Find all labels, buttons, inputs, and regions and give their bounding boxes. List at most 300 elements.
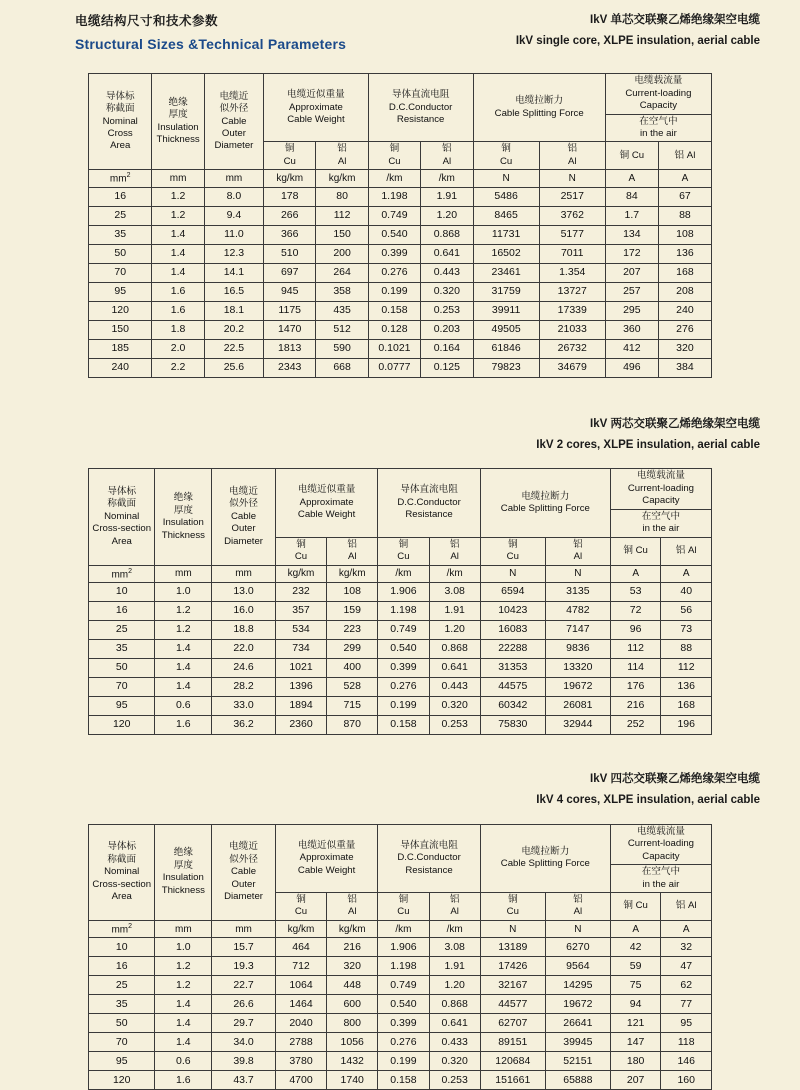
col-current-capacity: 电缆载流量 Current-loading Capacity (605, 74, 711, 114)
table-cell: 10 (89, 938, 155, 957)
table-row (89, 602, 712, 621)
table-cell: 13727 (539, 282, 605, 301)
table-cell: 0.128 (368, 320, 420, 339)
table-cell: 240 (658, 301, 711, 320)
table-cell: 50 (89, 659, 155, 678)
col-cable-weight: 电缆近似重量 Approximate Cable Weight (264, 74, 369, 142)
table-cell: 168 (661, 697, 712, 716)
table-cell: 366 (264, 225, 316, 244)
table-cell: 360 (605, 320, 658, 339)
unit-weight-cu: kg/km (275, 565, 326, 582)
table-cell: 160 (661, 1071, 712, 1090)
table-cell: 33.0 (212, 697, 276, 716)
table-cell: 18.8 (212, 621, 276, 640)
table-cell: 600 (327, 995, 378, 1014)
unit-thickness: mm (152, 170, 204, 187)
col-capacity-al: 铝 Al (658, 142, 711, 170)
table-cell: 112 (661, 659, 712, 678)
table-cell: 180 (610, 1052, 661, 1071)
table-cell: 7011 (539, 244, 605, 263)
table-cell: 0.253 (429, 716, 480, 735)
unit-thickness: mm (155, 565, 212, 582)
col-weight-cu: 铜 Cu (275, 537, 326, 565)
table-cell: 26641 (545, 1014, 610, 1033)
table-cell: 12.3 (204, 244, 263, 263)
col-capacity-cu: 铜 Cu (610, 537, 661, 565)
table-cell: 6270 (545, 938, 610, 957)
table-cell: 668 (316, 358, 368, 377)
table-cell: 62707 (480, 1014, 545, 1033)
col-weight-cu: 铜 Cu (275, 892, 326, 920)
table-cell: 257 (605, 282, 658, 301)
table-cell: 16.5 (204, 282, 263, 301)
table-cell: 4782 (545, 602, 610, 621)
table-cell: 168 (658, 263, 711, 282)
table-cell: 118 (661, 1033, 712, 1052)
table-cell: 0.199 (378, 697, 429, 716)
unit-force-al: N (545, 920, 610, 937)
table-cell: 800 (327, 1014, 378, 1033)
table-cell: 19.3 (212, 957, 276, 976)
table-cell: 1.198 (378, 957, 429, 976)
col-resistance-al: 铝 Al (429, 892, 480, 920)
table-body-1 (89, 187, 712, 377)
table-cell: 172 (605, 244, 658, 263)
table-cell: 22.5 (204, 339, 263, 358)
unit-resistance-cu: /km (378, 920, 429, 937)
table-cell: 52151 (545, 1052, 610, 1071)
table-cell: 870 (327, 716, 378, 735)
spec-table-3 (88, 824, 712, 1090)
table-cell: 42 (610, 938, 661, 957)
col-capacity-al: 铝 Al (661, 892, 712, 920)
table-cell: 31759 (473, 282, 539, 301)
table-cell: 47 (661, 957, 712, 976)
table-cell: 146 (661, 1052, 712, 1071)
table-cell: 24.6 (212, 659, 276, 678)
table-cell: 16 (89, 187, 152, 206)
table-cell: 120 (89, 716, 155, 735)
table-cell: 94 (610, 995, 661, 1014)
table-cell: 464 (275, 938, 326, 957)
table-cell: 80 (316, 187, 368, 206)
table-cell: 9564 (545, 957, 610, 976)
table-cell: 8.0 (204, 187, 263, 206)
unit-weight-cu: kg/km (275, 920, 326, 937)
unit-resistance-al: /km (421, 170, 473, 187)
col-capacity-al: 铝 Al (661, 537, 712, 565)
table-cell: 0.443 (429, 678, 480, 697)
table-cell: 35 (89, 995, 155, 1014)
table-cell: 1.6 (152, 282, 204, 301)
table-cell: 1464 (275, 995, 326, 1014)
unit-resistance-al: /km (429, 920, 480, 937)
table-cell: 0.0777 (368, 358, 420, 377)
table-cell: 35 (89, 225, 152, 244)
table-cell: 73 (661, 621, 712, 640)
col-weight-al: 铝 Al (316, 142, 368, 170)
table-row (89, 339, 712, 358)
table-cell: 412 (605, 339, 658, 358)
table-cell: 1.2 (155, 602, 212, 621)
table-body-2 (89, 583, 712, 735)
table-cell: 17339 (539, 301, 605, 320)
table-cell: 25 (89, 206, 152, 225)
table-cell: 79823 (473, 358, 539, 377)
unit-capacity-al: A (658, 170, 711, 187)
table-cell: 44577 (480, 995, 545, 1014)
table-cell: 40 (661, 583, 712, 602)
col-splitting-force: 电缆拉断力 Cable Splitting Force (480, 469, 610, 537)
table-cell: 0.6 (155, 1052, 212, 1071)
table-cell: 11731 (473, 225, 539, 244)
table-cell: 1.4 (155, 678, 212, 697)
table-cell: 252 (610, 716, 661, 735)
table-row (89, 957, 712, 976)
table-cell: 6594 (480, 583, 545, 602)
table-cell: 60342 (480, 697, 545, 716)
table-cell: 0.320 (429, 1052, 480, 1071)
table-row (89, 282, 712, 301)
col-outer-diameter: 电缆近 似外径 Cable Outer Diameter (212, 469, 276, 565)
table-cell: 2788 (275, 1033, 326, 1052)
table-cell: 10 (89, 583, 155, 602)
table-cell: 50 (89, 1014, 155, 1033)
table-cell: 1.2 (152, 206, 204, 225)
table-cell: 32 (661, 938, 712, 957)
table-cell: 0.199 (378, 1052, 429, 1071)
spec-table-section-2 (30, 468, 770, 735)
table-cell: 32944 (545, 716, 610, 735)
col-weight-al: 铝 Al (327, 892, 378, 920)
table-cell: 3.08 (429, 583, 480, 602)
table-cell: 7147 (545, 621, 610, 640)
table-cell: 1175 (264, 301, 316, 320)
table-cell: 0.641 (429, 1014, 480, 1033)
table-cell: 0.868 (429, 995, 480, 1014)
table-cell: 25.6 (204, 358, 263, 377)
table-cell: 1056 (327, 1033, 378, 1052)
table-cell: 358 (316, 282, 368, 301)
table-cell: 1813 (264, 339, 316, 358)
table-cell: 151661 (480, 1071, 545, 1090)
table-cell: 22288 (480, 640, 545, 659)
table-cell: 207 (605, 263, 658, 282)
table-cell: 0.158 (378, 1071, 429, 1090)
table-cell: 34679 (539, 358, 605, 377)
table-cell: 16083 (480, 621, 545, 640)
table-row (89, 244, 712, 263)
table-cell: 19672 (545, 678, 610, 697)
col-force-al: 铝 Al (545, 892, 610, 920)
table-cell: 75 (610, 976, 661, 995)
col-force-cu: 铜 Cu (480, 537, 545, 565)
table-cell: 0.164 (421, 339, 473, 358)
col-splitting-force: 电缆拉断力 Cable Splitting Force (480, 824, 610, 892)
table-cell: 1.6 (152, 301, 204, 320)
table-cell: 39911 (473, 301, 539, 320)
unit-capacity-al: A (661, 565, 712, 582)
table-cell: 178 (264, 187, 316, 206)
unit-thickness: mm (155, 920, 212, 937)
table-cell: 1.6 (155, 1071, 212, 1090)
table-cell: 95 (89, 1052, 155, 1071)
col-current-capacity: 电缆载流量 Current-loading Capacity (610, 469, 711, 509)
units-row (89, 565, 712, 582)
table-cell: 0.749 (378, 621, 429, 640)
table-cell: 2343 (264, 358, 316, 377)
table-cell: 1.20 (429, 976, 480, 995)
table-row (89, 1071, 712, 1090)
table-cell: 207 (610, 1071, 661, 1090)
table-cell: 10423 (480, 602, 545, 621)
unit-capacity-al: A (661, 920, 712, 937)
table-cell: 1.4 (155, 1033, 212, 1052)
table-row (89, 938, 712, 957)
table-cell: 26.6 (212, 995, 276, 1014)
document-header (30, 12, 770, 55)
table-cell: 34.0 (212, 1033, 276, 1052)
table-cell: 4700 (275, 1071, 326, 1090)
table-cell: 96 (610, 621, 661, 640)
table-cell: 1.2 (155, 976, 212, 995)
table-cell: 715 (327, 697, 378, 716)
table-cell: 14.1 (204, 263, 263, 282)
table-cell: 1.0 (155, 583, 212, 602)
header-right (516, 12, 760, 51)
col-force-cu: 铜 Cu (480, 892, 545, 920)
table-cell: 1.198 (368, 187, 420, 206)
table-cell: 1.4 (152, 244, 204, 263)
col-resistance-cu: 铜 Cu (378, 892, 429, 920)
table-cell: 1.91 (429, 957, 480, 976)
unit-force-cu: N (480, 920, 545, 937)
unit-weight-al: kg/km (327, 920, 378, 937)
col-force-al: 铝 Al (545, 537, 610, 565)
table-cell: 35 (89, 640, 155, 659)
table-cell: 50 (89, 244, 152, 263)
table-row (89, 1052, 712, 1071)
table-cell: 185 (89, 339, 152, 358)
table-cell: 528 (327, 678, 378, 697)
table-cell: 448 (327, 976, 378, 995)
table-cell: 0.320 (421, 282, 473, 301)
table-cell: 176 (610, 678, 661, 697)
table-cell: 43.7 (212, 1071, 276, 1090)
table-row (89, 1014, 712, 1033)
table-cell: 39945 (545, 1033, 610, 1052)
table-cell: 0.540 (378, 995, 429, 1014)
table-cell: 0.641 (429, 659, 480, 678)
unit-resistance-cu: /km (378, 565, 429, 582)
unit-weight-cu: kg/km (264, 170, 316, 187)
table-cell: 2.0 (152, 339, 204, 358)
table-cell: 36.2 (212, 716, 276, 735)
table-cell: 1.4 (155, 1014, 212, 1033)
section-caption-3: IkV 四芯交联聚乙烯绝缘架空电缆 IkV 4 cores, XLPE insulation, aerial cable (536, 773, 760, 807)
table-cell: 2.2 (152, 358, 204, 377)
table-cell: 0.749 (368, 206, 420, 225)
table-cell: 0.1021 (368, 339, 420, 358)
table-cell: 1.4 (152, 225, 204, 244)
table-cell: 112 (610, 640, 661, 659)
table-cell: 108 (658, 225, 711, 244)
col-nominal-area: 导体标 称截面 Nominal Cross-section Area (89, 824, 155, 920)
table-cell: 1.8 (152, 320, 204, 339)
table-cell: 299 (327, 640, 378, 659)
col-current-capacity: 电缆载流量 Current-loading Capacity (610, 824, 711, 864)
col-nominal-area: 导体标 称截面 Nominal Cross-section Area (89, 469, 155, 565)
table-cell: 62 (661, 976, 712, 995)
table-cell: 120 (89, 1071, 155, 1090)
col-dc-resistance: 导体直流电阻 D.C.Conductor Resistance (368, 74, 473, 142)
table-cell: 1.4 (155, 640, 212, 659)
table-cell: 16502 (473, 244, 539, 263)
unit-force-cu: N (480, 565, 545, 582)
unit-area: $mm^2$ (89, 170, 152, 187)
table-cell: 697 (264, 263, 316, 282)
table-cell: 120 (89, 301, 152, 320)
table-cell: 88 (661, 640, 712, 659)
table-cell: 590 (316, 339, 368, 358)
table-cell: 2360 (275, 716, 326, 735)
table-cell: 95 (89, 282, 152, 301)
table-cell: 59 (610, 957, 661, 976)
unit-resistance-al: /km (429, 565, 480, 582)
col-outer-diameter: 电缆近 似外径 Cable Outer Diameter (212, 824, 276, 920)
table-cell: 534 (275, 621, 326, 640)
table-cell: 3762 (539, 206, 605, 225)
table-cell: 84 (605, 187, 658, 206)
table-row (89, 659, 712, 678)
table-cell: 53 (610, 583, 661, 602)
table-cell: 1.4 (155, 659, 212, 678)
table-cell: 0.276 (368, 263, 420, 282)
table-cell: 67 (658, 187, 711, 206)
table-cell: 1.91 (429, 602, 480, 621)
table-cell: 1.2 (152, 187, 204, 206)
table-cell: 0.399 (378, 1014, 429, 1033)
table-cell: 0.641 (421, 244, 473, 263)
table-cell: 15.7 (212, 938, 276, 957)
table-cell: 1064 (275, 976, 326, 995)
table-cell: 25 (89, 621, 155, 640)
table-cell: 0.125 (421, 358, 473, 377)
table-cell: 1.6 (155, 716, 212, 735)
table-cell: 1.2 (155, 957, 212, 976)
col-dc-resistance: 导体直流电阻 D.C.Conductor Resistance (378, 824, 480, 892)
table-cell: 72 (610, 602, 661, 621)
table-cell: 108 (327, 583, 378, 602)
header-subtitle-en: IkV single core, XLPE insulation, aerial cable (515, 35, 760, 48)
table-cell: 88 (658, 206, 711, 225)
table-cell: 1.0 (155, 938, 212, 957)
spec-table-section-3 (30, 824, 770, 1090)
table-cell: 70 (89, 263, 152, 282)
unit-area: $mm^2$ (89, 920, 155, 937)
table-cell: 0.320 (429, 697, 480, 716)
unit-force-cu: N (473, 170, 539, 187)
table-cell: 2517 (539, 187, 605, 206)
unit-force-al: N (539, 170, 605, 187)
table-cell: 3135 (545, 583, 610, 602)
table-cell: 17426 (480, 957, 545, 976)
table-cell: 0.399 (378, 659, 429, 678)
table-row (89, 716, 712, 735)
table-row (89, 640, 712, 659)
table-cell: 1432 (327, 1052, 378, 1071)
table-cell: 26732 (539, 339, 605, 358)
col-force-al: 铝 Al (539, 142, 605, 170)
table-cell: 295 (605, 301, 658, 320)
page-title-cn: 电缆结构尺寸和技术参数 (75, 14, 219, 28)
table-cell: 0.399 (368, 244, 420, 263)
spec-table-section-1 (30, 73, 770, 378)
table-cell: 150 (316, 225, 368, 244)
table-cell: 28.2 (212, 678, 276, 697)
col-cable-weight: 电缆近似重量 Approximate Cable Weight (275, 824, 377, 892)
table-cell: 400 (327, 659, 378, 678)
table-row (89, 976, 712, 995)
col-outer-diameter: 电缆近 似外径 Cable Outer Diameter (204, 74, 263, 170)
table-cell: 216 (327, 938, 378, 957)
table-cell: 1396 (275, 678, 326, 697)
table-cell: 70 (89, 1033, 155, 1052)
unit-diameter: mm (204, 170, 263, 187)
table-cell: 0.158 (368, 301, 420, 320)
table-cell: 11.0 (204, 225, 263, 244)
col-capacity-cu: 铜 Cu (610, 892, 661, 920)
table-cell: 3.08 (429, 938, 480, 957)
table-cell: 19672 (545, 995, 610, 1014)
table-cell: 1.20 (421, 206, 473, 225)
table-cell: 16 (89, 602, 155, 621)
table-cell: 21033 (539, 320, 605, 339)
unit-capacity-cu: A (610, 920, 661, 937)
table-cell: 13.0 (212, 583, 276, 602)
table-cell: 1.198 (378, 602, 429, 621)
table-cell: 77 (661, 995, 712, 1014)
table-cell: 3780 (275, 1052, 326, 1071)
table-row (89, 583, 712, 602)
table-cell: 95 (661, 1014, 712, 1033)
col-current-capacity-air: 在空气中 in the air (610, 865, 711, 893)
table-row (89, 358, 712, 377)
col-cable-weight: 电缆近似重量 Approximate Cable Weight (275, 469, 377, 537)
table-cell: 13320 (545, 659, 610, 678)
spec-table-2 (88, 468, 712, 735)
table-cell: 1740 (327, 1071, 378, 1090)
table-cell: 0.540 (368, 225, 420, 244)
table-row (89, 225, 712, 244)
table-cell: 121 (610, 1014, 661, 1033)
table-cell: 120684 (480, 1052, 545, 1071)
table-cell: 150 (89, 320, 152, 339)
table-cell: 264 (316, 263, 368, 282)
table-cell: 14295 (545, 976, 610, 995)
table-cell: 75830 (480, 716, 545, 735)
unit-diameter: mm (212, 565, 276, 582)
table-row (89, 263, 712, 282)
table-cell: 25 (89, 976, 155, 995)
table-cell: 208 (658, 282, 711, 301)
units-row (89, 920, 712, 937)
table-cell: 32167 (480, 976, 545, 995)
table-cell: 223 (327, 621, 378, 640)
table-cell: 114 (610, 659, 661, 678)
table-cell: 1.7 (605, 206, 658, 225)
table-cell: 16 (89, 957, 155, 976)
